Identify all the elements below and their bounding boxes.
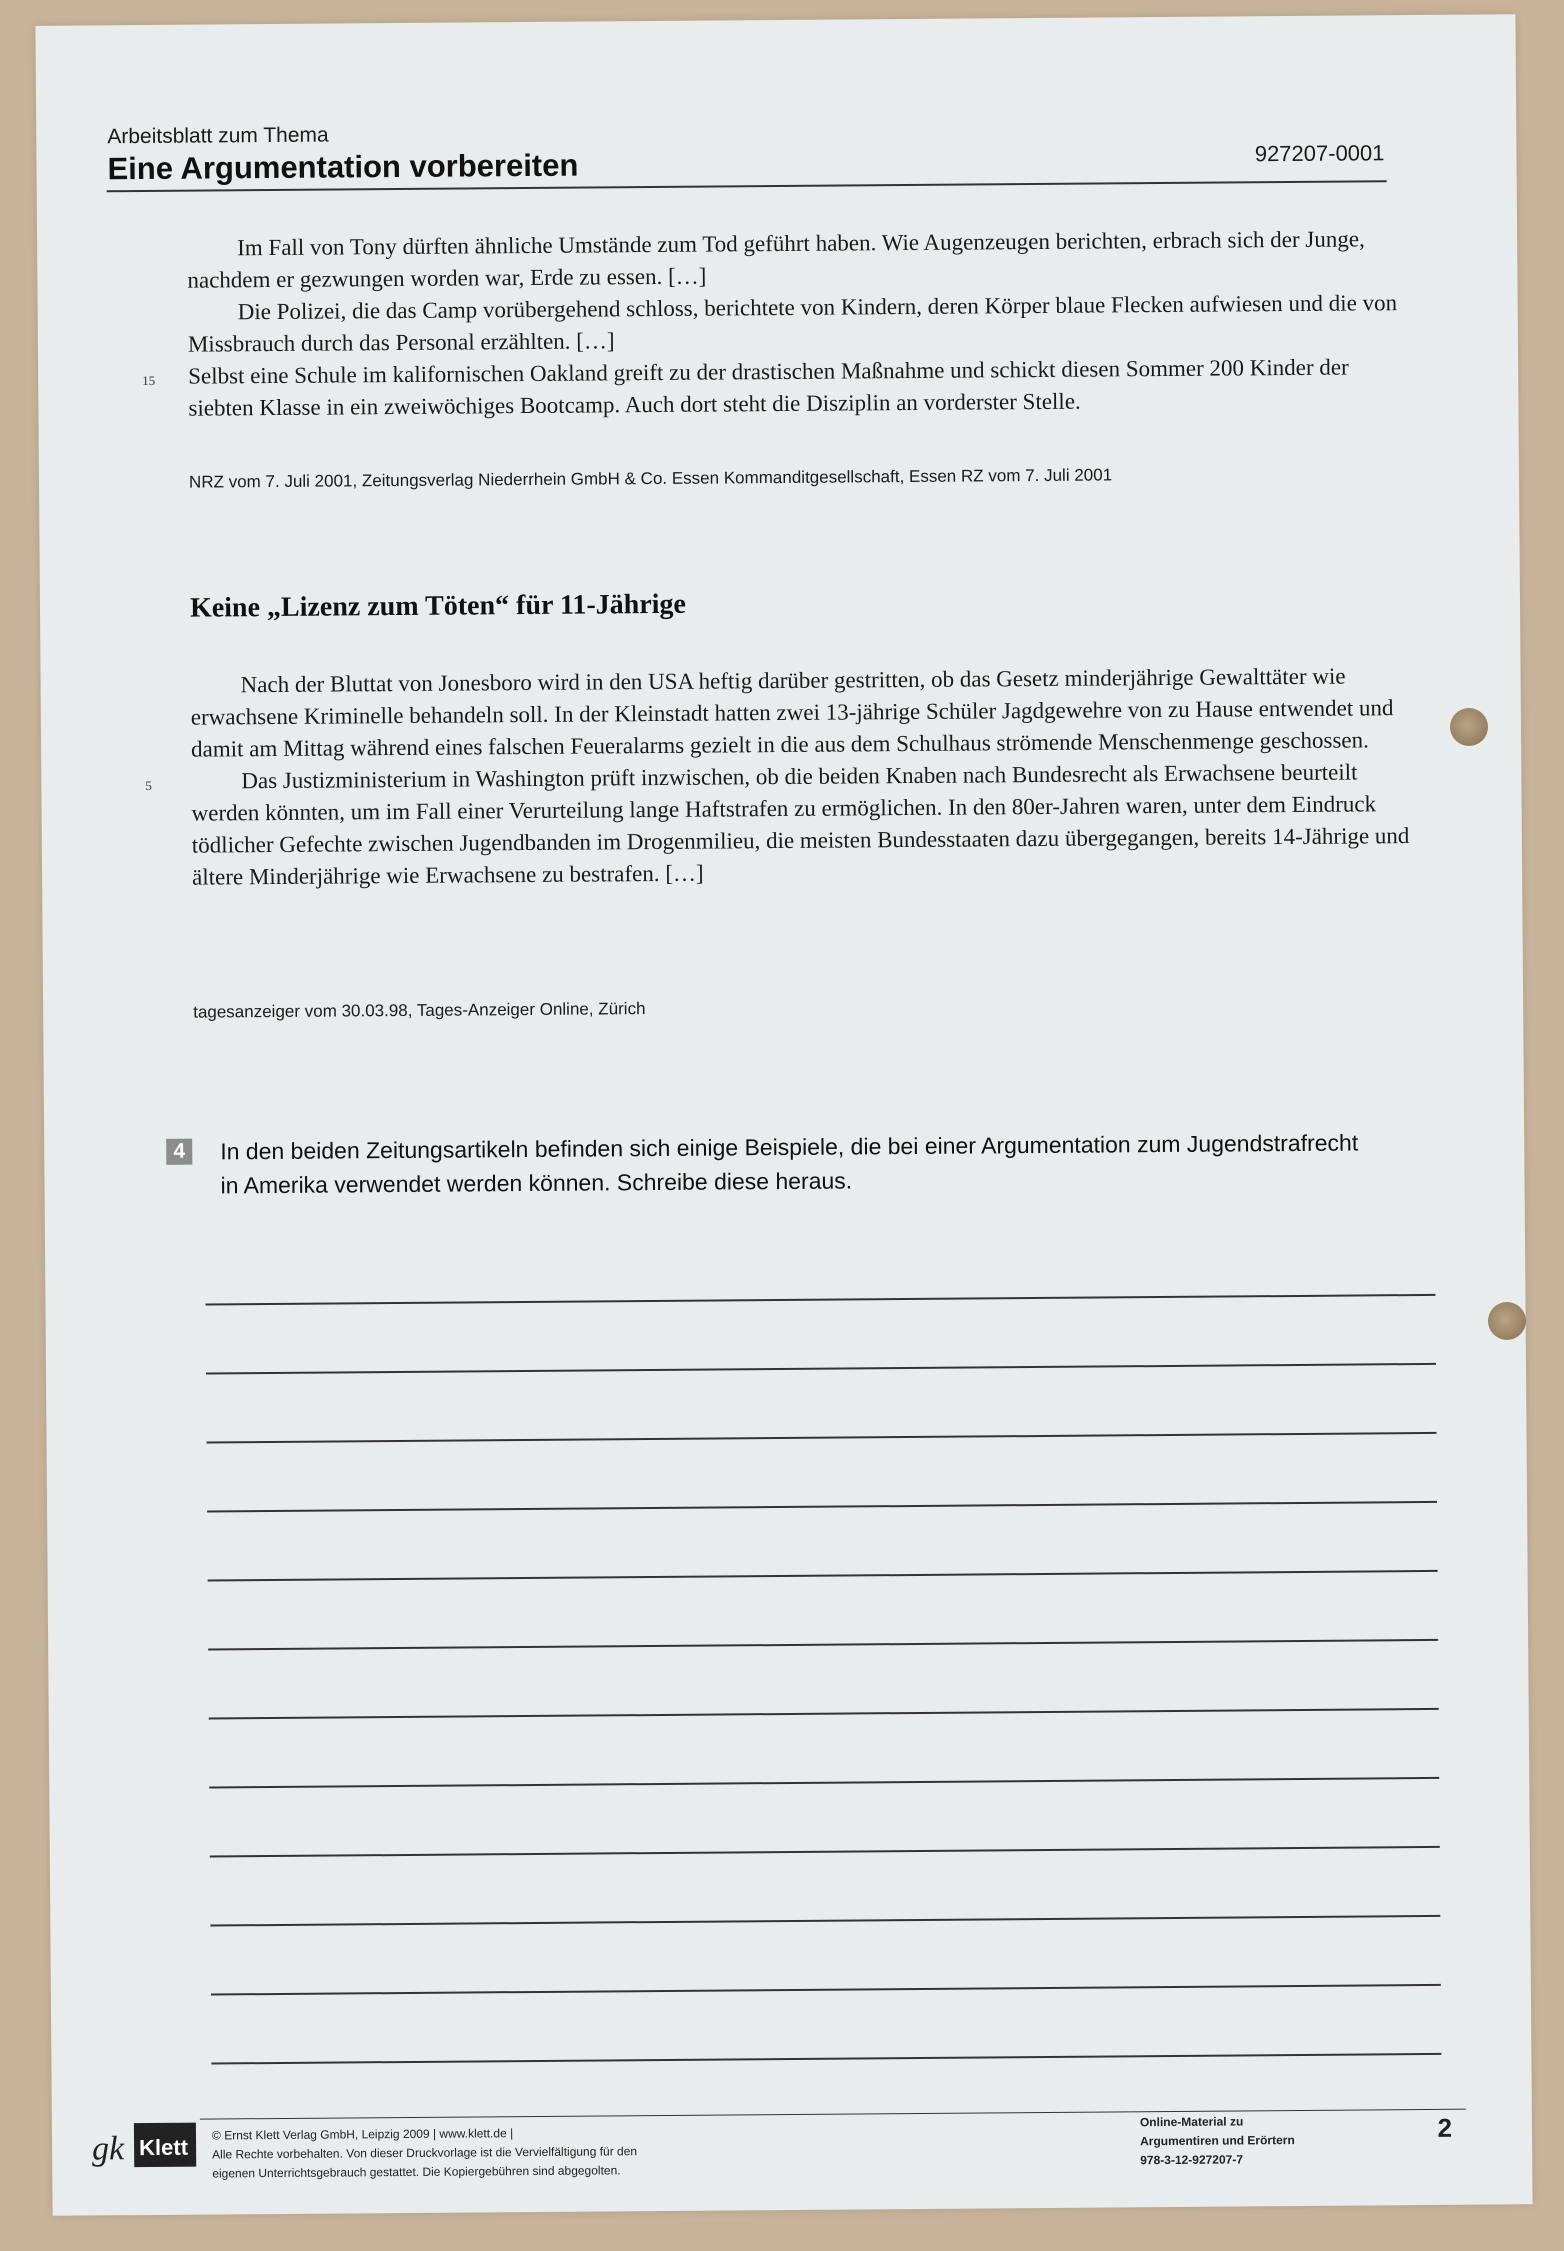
answer-line[interactable]	[210, 1917, 1441, 1996]
worksheet-page	[35, 14, 1532, 2216]
answer-line[interactable]	[209, 1779, 1440, 1858]
answer-line[interactable]	[208, 1572, 1439, 1651]
footer-copyright	[212, 2123, 637, 2183]
article-1-paragraph: Die Polizei, die das Camp vorübergehend schloss, berichtete von Kindern, deren Körper blaue Flecken aufwiesen und die von Missbrauch durch das Personal erzählten. […]	[187, 290, 1398, 357]
article-2-paragraph: Nach der Bluttat von Jonesboro wird in den USA heftig darüber gestritten, ob das Gesetz minderjährige Gewalttäter wie erwachsene Kriminelle behandeln soll. In der Kleinstadt hatten zwei 13-jährige Schüler Jagdgewehre von zu Hause entwendet und damit am Mittag während eines falschen Feueralarms gezielt in die aus dem Schulhaus strömende Menschenmenge geschossen.	[190, 663, 1394, 762]
svg-text:gk: gk	[91, 2130, 125, 2168]
page-number: 2	[1437, 2112, 1453, 2143]
footer-material-info	[1140, 2112, 1295, 2170]
line-number: 5	[145, 777, 152, 794]
answer-line[interactable]	[207, 1503, 1438, 1582]
article-1-paragraph: Im Fall von Tony dürften ähnliche Umstände zum Tod geführt haben. Wie Augenzeugen berichten, erbrach sich der Junge, nachdem er gezwungen worden war, Erde zu essen. […]	[187, 226, 1365, 293]
answer-line[interactable]	[210, 1848, 1441, 1927]
line-number: 15	[142, 372, 156, 389]
article-2-heading: Keine „Lizenz zum Töten“ für 11-Jährige	[189, 588, 687, 624]
copyright-line: Alle Rechte vorbehalten. Von dieser Druckvorlage ist die Vervielfältigung für den	[212, 2144, 638, 2162]
page-title: Eine Argumentation vorbereiten	[107, 147, 579, 187]
article-2-source: tagesanzeiger vom 30.03.98, Tages-Anzeiger Online, Zürich	[193, 999, 646, 1022]
punch-hole-icon	[1450, 708, 1488, 746]
answer-line[interactable]	[205, 1296, 1436, 1375]
answer-line[interactable]	[205, 1227, 1436, 1306]
article-1-source: NRZ vom 7. Juli 2001, Zeitungsverlag Niederrhein GmbH & Co. Essen Kommanditgesellschaft, Essen RZ vom 7. Juli 2001	[188, 465, 1113, 492]
task-number-badge: 4	[166, 1139, 192, 1165]
header-topic: Arbeitsblatt zum Thema	[107, 123, 329, 149]
svg-text:Klett: Klett	[138, 2134, 189, 2161]
task-instruction: In den beiden Zeitungsartikeln befinden sich einige Beispiele, die bei einer Argumentation zum Jugendstrafrecht in Amerika verwendet werden können. Schreibe diese heraus.	[220, 1129, 1359, 1199]
copyright-line: eigenen Unterrichtsgebrauch gestattet. Die Kopiergebühren sind abgegolten.	[212, 2163, 621, 2181]
task-4	[166, 1125, 1426, 1199]
article-2-paragraph-text: Das Justizministerium in Washington prüft inzwischen, ob die beiden Knaben nach Bundesrecht als Erwachsene beurteilt werden könnten, um im Fall einer Verurteilung lange Haftstrafen zu ermöglichen. In den 80er-Jahren waren, unter dem Eindruck tödlicher Gefechte zwischen Jugendbanden im Drogenmilieu, die meisten Bundesstaaten dazu übergegangen, bereits 14-Jährige und ältere Minderjährige wie Erwachsene zu bestrafen. […]	[191, 759, 1410, 890]
answer-line[interactable]	[206, 1365, 1437, 1444]
article-2	[145, 660, 1412, 894]
material-line: Argumentiren und Erörtern	[1140, 2133, 1295, 2149]
answer-line[interactable]	[209, 1710, 1440, 1789]
answer-line[interactable]	[211, 1986, 1442, 2065]
copyright-line: © Ernst Klett Verlag GmbH, Leipzig 2009 | www.klett.de |	[211, 2126, 514, 2143]
article-2-paragraph	[145, 756, 1412, 894]
answer-line[interactable]	[207, 1434, 1438, 1513]
klett-logo-icon	[90, 2115, 200, 2176]
document-id: 927207-0001	[1254, 140, 1385, 167]
punch-hole-icon	[1488, 1302, 1526, 1340]
answer-line[interactable]	[208, 1641, 1439, 1720]
answer-lines	[205, 1227, 1441, 2065]
article-1	[142, 223, 1408, 425]
isbn: 978-3-12-927207-7	[1140, 2152, 1244, 2168]
material-line: Online-Material zu	[1139, 2114, 1244, 2130]
article-1-paragraph-text: Selbst eine Schule im kalifornischen Oakland greift zu der drastischen Maßnahme und schickt diesen Sommer 200 Kinder der siebten Klasse in ein zweiwöchiges Bootcamp. Auch dort steht die Disziplin an vorderster Stelle.	[188, 354, 1349, 421]
article-1-paragraph	[142, 351, 1408, 425]
